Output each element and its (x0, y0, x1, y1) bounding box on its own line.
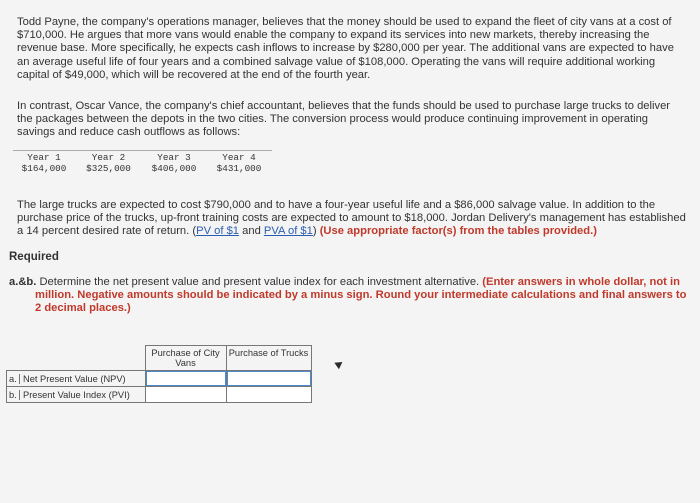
pvi-trucks-cell (226, 387, 311, 403)
factor-instruction: (Use appropriate factor(s) from the tables provided.) (319, 225, 597, 238)
cursor-arrow-icon (334, 359, 344, 370)
row-letter: b. (9, 390, 20, 400)
paragraph-and: and (239, 225, 264, 238)
answer-header-row (7, 346, 312, 371)
cash-flow-value: $164,000 (21, 163, 67, 174)
pvi-city-vans-cell (145, 387, 226, 403)
row-label-npv (7, 371, 146, 387)
required-heading: Required (9, 251, 59, 263)
row-label-text: Net Present Value (NPV) (23, 373, 126, 384)
cash-flow-value: $325,000 (86, 163, 131, 174)
question-prefix: a.&b. (9, 276, 37, 288)
cash-flow-value: $406,000 (151, 163, 197, 174)
pv-of-1-link[interactable]: PV of $1 (196, 225, 240, 238)
question-instruction-2: million. Negative amounts should be indicated by a minus sign. Round your intermediate calculations and final answers to 2 decimal places.) (35, 289, 687, 314)
col-header-trucks: Purchase of Trucks (226, 346, 311, 371)
year-header: Year 3 (142, 151, 206, 164)
question-ab (9, 276, 689, 315)
npv-trucks-cell (226, 371, 311, 387)
question-text: Determine the net present value and present value index for each investment alternative. (36, 276, 483, 288)
pva-of-1-link[interactable]: PVA of $1 (263, 225, 313, 238)
cash-flow-value: $431,000 (216, 163, 262, 174)
cash-flow-header-row (13, 151, 272, 164)
npv-trucks-input[interactable] (227, 371, 311, 386)
row-label-text: Present Value Index (PVI) (23, 389, 130, 400)
cash-flow-value-row (13, 163, 272, 174)
year-header: Year 4 (206, 151, 272, 164)
year-header: Year 1 (13, 151, 75, 164)
paragraph-city-vans: Todd Payne, the company's operations manager, believes that the money should be used to expand the fleet of city vans at a cost of $710,000. He argues that more vans would enable the company to expand its services into new markets, thereby increasing the revenue base. More specifically, he expects cash inflows to increase by $280,000 per year. The additional vans are expected to have an average useful life of four years and a combined salvage value of $108,000. Operating the vans will require additional working capital of $49,000, which will be recovered at the end of the fourth year. (17, 16, 674, 81)
answer-row-npv (7, 371, 312, 387)
paragraph-truck-costs-text: The large trucks are expected to cost $790,000 and to have a four-year useful life and a $86,000 salvage value. In addition to the purchase price of the trucks, up-front training costs are expected to amount to $18,000. Jordan Delivery's management has established a 14 percent desired rate of return. ( (17, 199, 686, 238)
col-header-city-vans: Purchase of City Vans (145, 346, 226, 371)
npv-city-vans-input[interactable] (146, 371, 226, 386)
pvi-trucks-input[interactable] (227, 387, 311, 402)
paragraph-truck-costs (17, 199, 687, 239)
row-label-pvi (7, 387, 146, 403)
answer-table (6, 345, 312, 403)
year-header: Year 2 (75, 151, 142, 164)
cash-flow-table (13, 150, 272, 174)
answer-row-pvi (7, 387, 312, 403)
npv-city-vans-cell (145, 371, 226, 387)
paragraph-close-paren: ) (312, 225, 320, 238)
pvi-city-vans-input[interactable] (146, 387, 226, 402)
paragraph-trucks: In contrast, Oscar Vance, the company's chief accountant, believes that the funds should be used to purchase large trucks to deliver the packages between the depots in the two cities. The conversion process would produce continuing improvement in operating savings and reduce cash outflows as follows: (17, 100, 671, 139)
question-instruction-1: (Enter answers in whole dollar, not in (482, 276, 680, 288)
row-letter: a. (9, 374, 20, 384)
